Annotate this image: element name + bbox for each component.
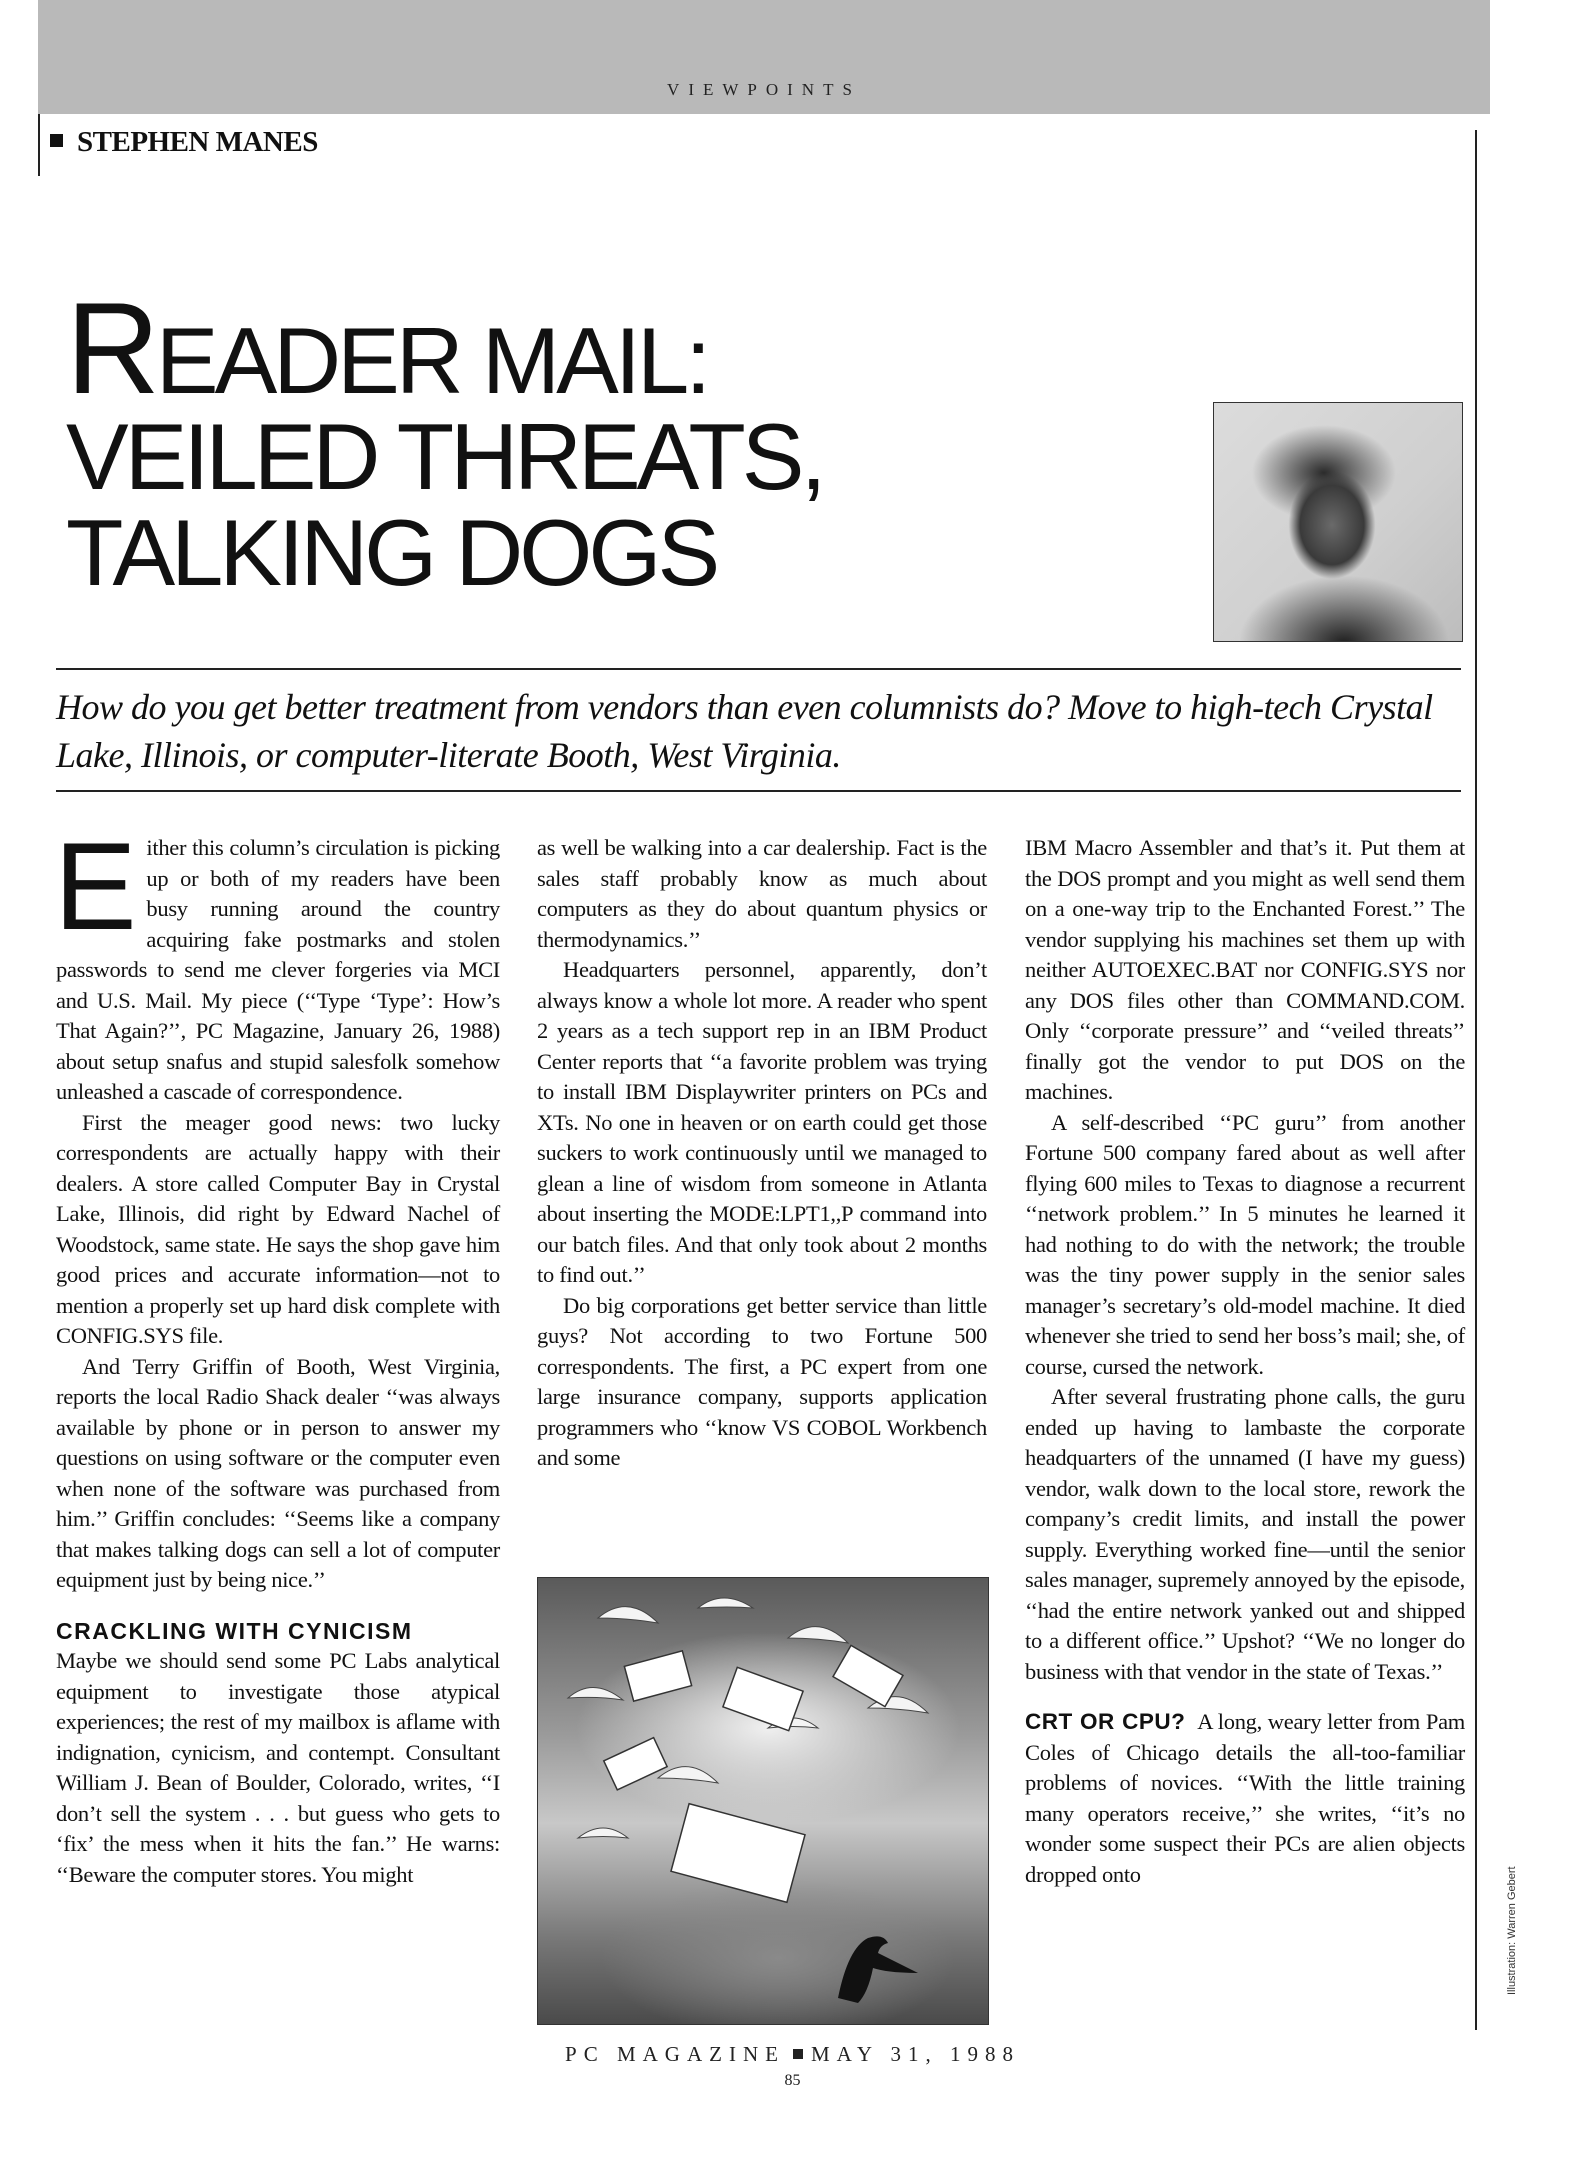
illustration bbox=[537, 1577, 989, 2025]
bullet-square-icon bbox=[50, 134, 63, 147]
run-in-heading: CRT OR CPU? bbox=[1025, 1709, 1186, 1734]
column-1 bbox=[54, 818, 500, 1890]
paragraph bbox=[1025, 1707, 1465, 1890]
paragraph: as well be walking into a car dealership. Fact is the sales staff probably know as much about computers as they do about quantum physics or thermodynamics.’’ bbox=[537, 835, 987, 952]
drop-cap: E bbox=[54, 818, 137, 956]
paragraph: And Terry Griffin of Booth, West Virginia, reports the local Radio Shack dealer ‘‘was always available by phone or in person to answer my questions on using software or the computer even when none of the software was purchased from him.’’ Griffin concludes: ‘‘Seems like a company that makes talking dogs can sell a lot of computer equipment just by being nice.’’ bbox=[56, 1353, 500, 1592]
paragraph: A self-described ‘‘PC guru’’ from another Fortune 500 company fared about as well after flying 600 miles to Texas to diagnose a recurrent ‘‘network problem.’’ In 5 minutes he learned it had nothing to do with the network; the trouble was the tiny power supply in the senior sales manager’s secretary’s old-model machine. It died whenever she tried to send her boss’s mail; she, of course, cursed the network. bbox=[1025, 1109, 1465, 1379]
magazine-name: PC MAGAZINE bbox=[565, 2042, 785, 2066]
paragraph: Do big corporations get better service than little guys? Not according to two Fortune 500 correspondents. The first, a PC expert from one large insurance company, supports application programmers who ‘‘know VS COBOL Workbench and some bbox=[537, 1292, 987, 1470]
right-rule bbox=[1475, 130, 1477, 2030]
headline-line3: TALKING DOGS bbox=[66, 500, 717, 605]
deck-bottom-rule bbox=[56, 790, 1461, 792]
column-3 bbox=[1025, 833, 1465, 1890]
author-photo bbox=[1213, 402, 1463, 642]
paragraph: Headquarters personnel, apparently, don’t always know a whole lot more. A reader who spent 2 years as a tech support rep in an IBM Product Center reports that ‘‘a favorite problem was trying to install IBM Displaywriter printers on PCs and XTs. No one in heaven or on earth could get those suckers to work continuously until we managed to glean a line of wisdom from someone in Atlanta about inserting the MODE:LPT1,,P command into our batch files. And that only took about 2 months to find out.’’ bbox=[537, 957, 987, 1287]
headline-initial: R bbox=[66, 275, 156, 421]
headline-line1: EADER MAIL: bbox=[155, 308, 708, 413]
paragraph-text: ither this column’s circulation is picking up or both of my readers have been busy running around the country acquiring fake postmarks and stolen passwords to send me clever forgeries via MCI and U.S. Mail. My piece (‘‘Type ‘Type’: How’s That Again?’’, PC Magazine, January 26, 1988) about setup snafus and stupid salesfolk somehow unleashed a cascade of correspondence. bbox=[56, 835, 500, 1104]
section-label: VIEWPOINTS bbox=[667, 80, 861, 99]
bullet-square-icon bbox=[793, 2049, 803, 2059]
paragraph: First the meager good news: two lucky correspondents are actually happy with their dealers. A store called Computer Bay in Crystal Lake, Illinois, did right by Edward Nachel of Woodstock, same state. He says the shop gave him good prices and accurate information—not to mention a properly set up hard disk complete with CONFIG.SYS file. bbox=[56, 1109, 500, 1348]
subheading: CRACKLING WITH CYNICISM bbox=[56, 1617, 413, 1644]
paragraph: IBM Macro Assembler and that’s it. Put them at the DOS prompt and you might as well send them on a one-way trip to the Enchanted Forest.’’ The vendor supplying his machines set them up with neither AUTOEXEC.BAT nor CONFIG.SYS nor any DOS files other than COMMAND.COM. Only ‘‘corporate pressure’’ and ‘‘veiled threats’’ finally got the vendor to put DOS on the machines. bbox=[1025, 835, 1465, 1104]
footer bbox=[0, 2042, 1585, 2067]
column-2 bbox=[537, 833, 987, 1474]
byline bbox=[50, 126, 318, 159]
flying-envelopes-illustration bbox=[538, 1578, 988, 2024]
paragraph bbox=[54, 818, 500, 1108]
paragraph: Maybe we should send some PC Labs analytical equipment to investigate those atypical experiences; the rest of my mailbox is aflame with indignation, cynicism, and contempt. Consultant William J. Bean of Boulder, Colorado, writes, ‘‘I don’t sell the system . . . but guess who gets to ‘fix’ the mess when it hits the fan.’’ He warns: ‘‘Beware the computer stores. You might bbox=[56, 1648, 500, 1887]
deck-top-rule bbox=[56, 668, 1461, 670]
headline-line2: VEILED THREATS, bbox=[66, 404, 823, 509]
page-number: 85 bbox=[784, 2072, 801, 2089]
issue-date: MAY 31, 1988 bbox=[810, 2042, 1020, 2066]
paragraph: After several frustrating phone calls, the guru ended up having to lambaste the corporate headquarters of the unnamed (I have my guess) vendor, walk down to the local store, rework the company’s credit limits, and install the power supply. Everything worked fine—until the senior sales manager, supremely annoyed by the episode, ‘‘had the entire network yanked out and shipped to a different office.’’ Upshot? ‘‘We no longer do business with that vendor in the state of Texas.’’ bbox=[1025, 1384, 1465, 1684]
illustration-credit: Illustration: Warren Gebert bbox=[1506, 1866, 1518, 1995]
deck: How do you get better treatment from vendors than even columnists do? Move to high-tech Crystal Lake, Illinois, or computer-literate Booth, West Virginia. bbox=[56, 687, 1433, 775]
paragraph-text: A long, weary letter from Pam Coles of Chicago details the all-too-familiar problems of novices. ‘‘With the little training many operators receive,’’ she writes, ‘‘it’s no wonder some suspect their PCs are alien objects dropped onto bbox=[1025, 1709, 1466, 1887]
headline bbox=[66, 275, 1026, 605]
left-rule bbox=[38, 114, 40, 176]
author-name: STEPHEN MANES bbox=[77, 126, 318, 158]
